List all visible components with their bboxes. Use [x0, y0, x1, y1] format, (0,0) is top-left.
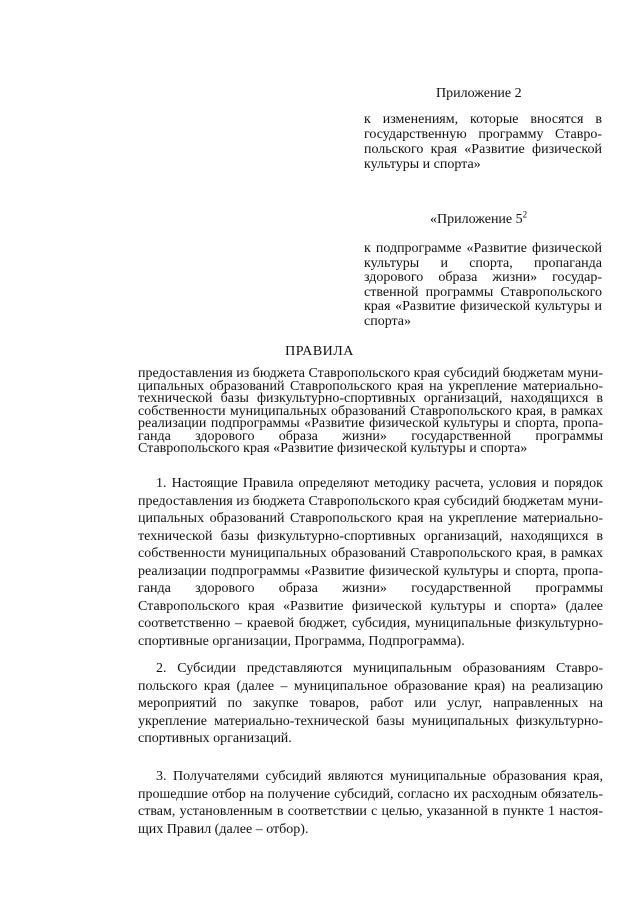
- paragraph-2: 2. Субсидии представляются муниципальным образованиям Ставропольского края (далее – муниципальное образование края) на реализацию мероприятий по закупке товаров, работ или услуг, направленных на укрепление материально-технической базы муниципальных физкультурно-спортивных организаций.: [138, 661, 603, 746]
- annex2-title-text: «Приложение 5: [430, 212, 523, 227]
- annex2-title: [430, 209, 528, 228]
- annex2-title-superscript: 2: [522, 209, 528, 220]
- annex-title: Приложение 2: [436, 86, 522, 101]
- annex2-description: к подпрограмме «Развитие физической культуры и спорта, пропаганда здорового образа жизни» государственной программы Ставропольского края «Развитие физической культуры и спорта»: [364, 241, 602, 329]
- rules-subtitle: предоставления из бюджета Ставропольского края субсидий бюджетам муниципальных образований Ставропольского края на укрепление материально-технической базы физкультурно-спортивных организаций, находящихся в собственности муниципальных образований Ставропольского края, в рамках реализации подпрограммы «Развитие физической культуры и спорта, пропаганда здорового образа жизни» государственной программы Ставропольского края «Развитие физической культуры и спорта»: [138, 366, 603, 456]
- paragraph-1: 1. Настоящие Правила определяют методику расчета, условия и порядок предоставления из бюджета Ставропольского края субсидий бюджетам муниципальных образований Ставропольского края на укрепление материально-технической базы физкультурно-спортивных организаций, находящихся в собственности муниципальных образований Ставропольского края, в рамках реализации подпрограммы «Развитие физической культуры и спорта, пропаганда здорового образа жизни» государственной программы Ставропольского края «Развитие физической культуры и спорта» (далее соответственно – краевой бюджет, субсидия, муниципальные физкультурно-спортивные организации, Программа, Подпрограмма).: [138, 476, 603, 649]
- annex-description: к изменениям, которые вносятся в государственную программу Ставропольского края «Развитие физической культуры и спорта»: [364, 112, 602, 172]
- rules-heading: ПРАВИЛА: [285, 344, 354, 359]
- paragraph-3: 3. Получателями субсидий являются муниципальные образования края, прошедшие отбор на получение субсидий, согласно их расходным обязательствам, установленным в соответствии с целью, указанной в пункте 1 настоящих Правил (далее – отбор).: [138, 769, 603, 837]
